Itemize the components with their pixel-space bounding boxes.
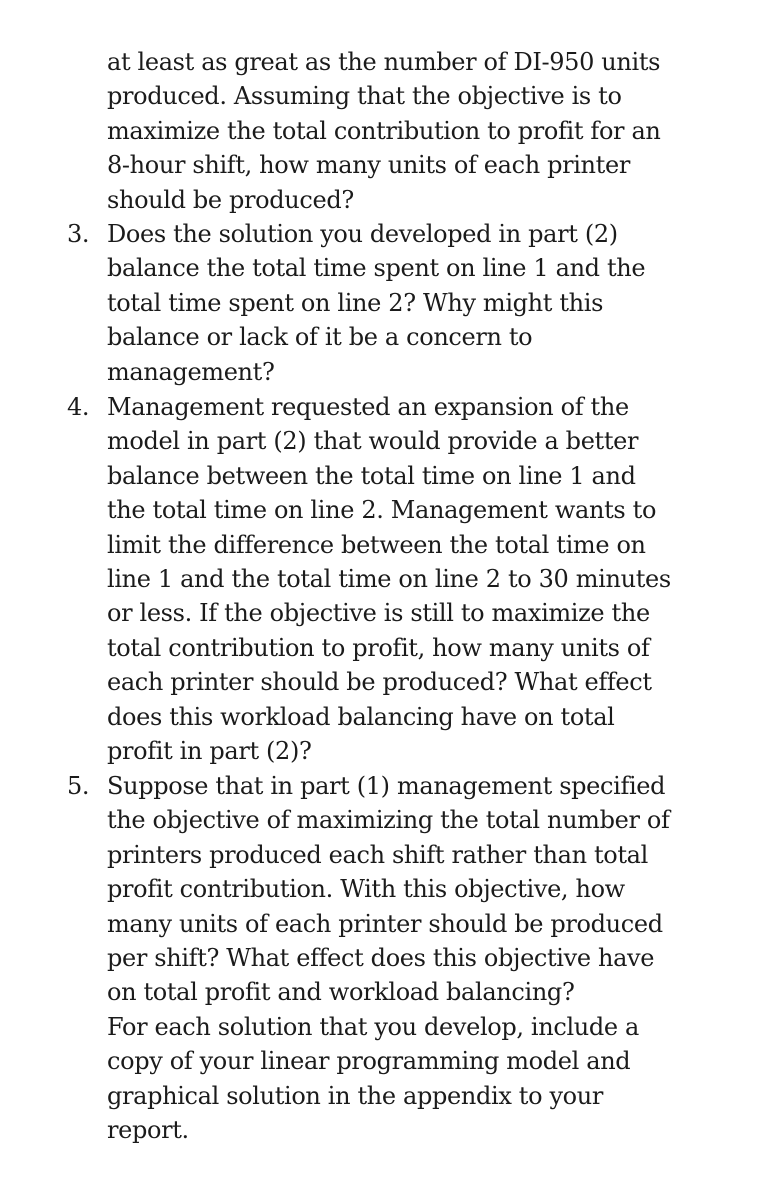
text-line: management? — [107, 357, 275, 386]
list-number: 5. — [67, 772, 90, 800]
text-line: 4. Management requested an expansion of the — [0, 390, 770, 424]
list-item-5 — [0, 769, 770, 1010]
text-line: model in part (2) that would provide a better — [107, 427, 639, 456]
text-line: 8-hour shift, how many units of each printer — [107, 151, 630, 180]
text-line: on total profit and workload balancing? — [107, 978, 575, 1007]
item-2-continuation — [0, 45, 770, 217]
text-line: maximize the total contribution to profit for an — [107, 116, 661, 145]
text-line: 3. Does the solution you developed in part (2) — [0, 217, 770, 251]
text-line: report. — [107, 1116, 189, 1145]
list-item-3 — [0, 217, 770, 389]
text-line: limit the difference between the total time on — [107, 530, 646, 559]
text-line: produced. Assuming that the objective is to — [107, 82, 622, 111]
text-line: does this workload balancing have on total — [107, 702, 615, 731]
text-line: balance or lack of it be a concern to — [107, 323, 533, 352]
text-line: total contribution to profit, how many units of — [107, 633, 650, 662]
text-line: 5. Suppose that in part (1) management specified — [0, 769, 770, 803]
list-number: 4. — [67, 393, 90, 421]
text-line: line 1 and the total time on line 2 to 30 minutes — [107, 564, 671, 593]
text-line: the total time on line 2. Management wants to — [107, 496, 657, 525]
text-line: profit in part (2)? — [107, 736, 312, 765]
text-line: at least as great as the number of DI-950 units — [107, 48, 661, 76]
text-line: For each solution that you develop, include a — [107, 1013, 639, 1041]
text-line: balance between the total time on line 1 and — [107, 461, 636, 490]
text-line: total time spent on line 2? Why might this — [107, 288, 604, 317]
closing-paragraph — [0, 1010, 770, 1148]
list-number: 3. — [67, 220, 90, 248]
text-line: should be produced? — [107, 185, 354, 214]
text-line: the objective of maximizing the total number of — [107, 806, 670, 835]
text-line: many units of each printer should be produced — [107, 909, 663, 938]
text-line: per shift? What effect does this objective have — [107, 943, 655, 972]
text-line: profit contribution. With this objective, how — [107, 875, 625, 904]
text-line: copy of your linear programming model and — [107, 1047, 631, 1076]
list-item-4 — [0, 390, 770, 768]
text-line: printers produced each shift rather than total — [107, 840, 648, 869]
text-line: each printer should be produced? What effect — [107, 668, 652, 697]
text-line: balance the total time spent on line 1 and the — [107, 254, 646, 283]
text-line: graphical solution in the appendix to your — [107, 1081, 604, 1110]
text-line: or less. If the objective is still to maximize the — [107, 599, 650, 628]
